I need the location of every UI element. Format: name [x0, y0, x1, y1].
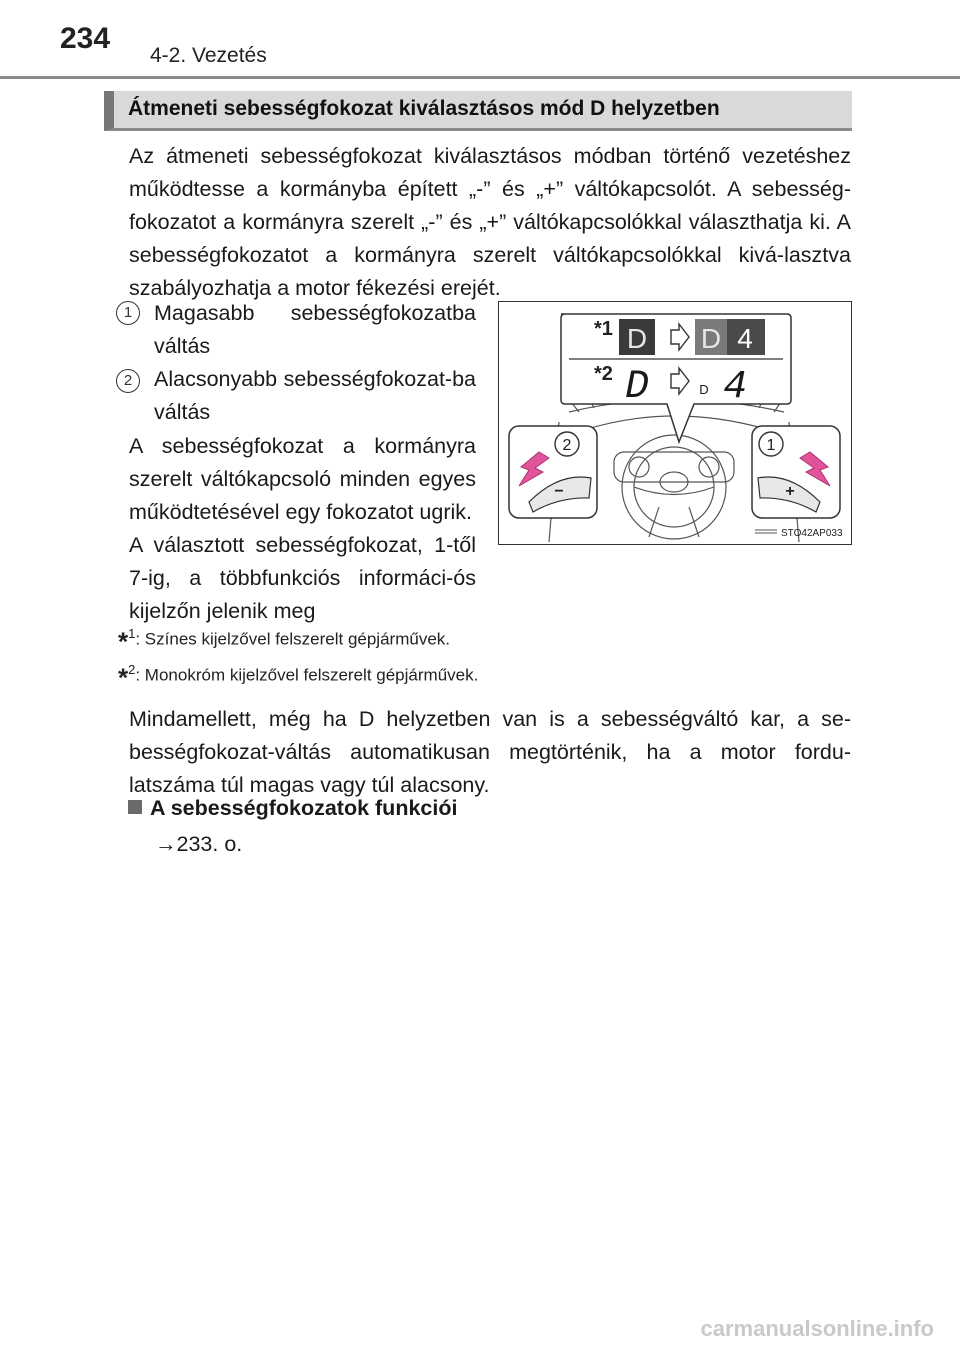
intro-paragraph: Az átmeneti sebességfokozat kiválasztásos módban történő vezetéshez működtesse a kormányba épített „-” és „+” váltókapcsolót. A sebesség-fokozatot a kormányra szerelt „-” és „+” váltókapcsolókkal választhatja ki. A sebességfokozatot a kormányra szerelt váltókapcsolókkal kivá-lasztva szabályozhatja a motor fékezési erejét.: [129, 144, 851, 300]
automatic-shift-paragraph: Mindamellett, még ha D helyzetben van is a sebességváltó kar, a se-bességfokozat-váltás automatikusan megtörténik, ha a motor fordu-latszáma túl magas vagy túl alacsony.: [129, 707, 851, 797]
page-reference-link[interactable]: →233. o.: [155, 832, 243, 856]
mono-display-from: D: [624, 365, 650, 410]
page-number: 234: [60, 22, 111, 55]
chapter-title: 4-2. Vezetés: [150, 44, 267, 67]
color-display-from: D: [626, 323, 648, 354]
item-number-2: 2: [116, 369, 140, 393]
header-divider: [0, 76, 960, 79]
paddle-minus-label: −: [554, 483, 564, 500]
star2-label: *2: [594, 363, 613, 385]
footnote-index: 1: [128, 626, 136, 641]
mono-display-gear: 4: [722, 365, 748, 410]
callout-1-label: 1: [766, 437, 776, 454]
gear-display-paragraph: A választott sebességfokozat, 1-től 7-ig, a többfunkciós informáci-ós kijelzőn jelenik meg: [129, 533, 476, 623]
mono-display-small: D: [699, 382, 709, 397]
square-bullet-icon: [128, 800, 142, 814]
section-heading: Átmeneti sebességfokozat kiválasztásos mód D helyzetben: [104, 91, 852, 131]
subsection-heading: [128, 796, 457, 821]
footnote-1: [118, 626, 450, 658]
subsection-heading-text: A sebességfokozatok funkciói: [150, 796, 458, 820]
color-display-to-letter: D: [700, 323, 722, 354]
footnote-text: : Színes kijelzővel felszerelt gépjárművek.: [135, 629, 450, 649]
left-paddle-inset: [509, 426, 597, 518]
figure-code: STO42AP033: [781, 528, 843, 539]
paddle-shift-figure: [498, 301, 852, 545]
gear-step-paragraph: A sebességfokozat a kormányra szerelt váltókapcsoló minden egyes működtetésével egy fokozatot ugrik.: [129, 434, 476, 524]
footnote-index: 2: [128, 662, 136, 677]
item-text-downshift: Alacsonyabb sebességfokozat-ba váltás: [154, 367, 476, 424]
star1-label: *1: [594, 318, 613, 340]
watermark: carmanualsonline.info: [700, 1316, 934, 1341]
footnote-star: *: [118, 626, 129, 657]
figure-illustration: [499, 302, 850, 543]
callout-2-label: 2: [562, 437, 572, 454]
item-text-upshift: Magasabb sebességfokozatba váltás: [154, 301, 476, 358]
footnote-star: *: [118, 662, 129, 693]
footnote-2: [118, 662, 478, 694]
color-display-to-gear: 4: [737, 323, 753, 354]
item-number-1: 1: [116, 301, 140, 325]
footnote-text: : Monokróm kijelzővel felszerelt gépjárművek.: [135, 665, 479, 685]
paddle-plus-label: +: [785, 483, 795, 500]
